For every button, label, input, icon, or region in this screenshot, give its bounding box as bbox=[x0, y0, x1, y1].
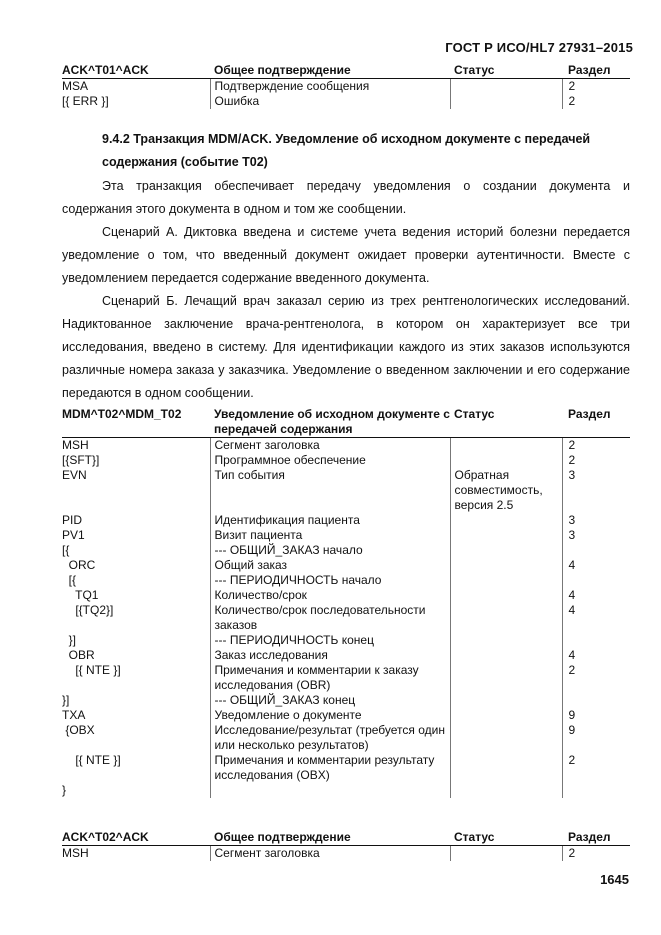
status-cell bbox=[450, 603, 562, 633]
cell-text: [{ ERR }] bbox=[62, 94, 109, 108]
section-cell bbox=[562, 558, 630, 573]
section-cell bbox=[562, 573, 630, 588]
table-row bbox=[62, 453, 630, 468]
table-row bbox=[62, 723, 630, 753]
cell-text: 3 bbox=[568, 468, 576, 482]
segment-cell bbox=[62, 558, 210, 573]
segment-cell bbox=[62, 708, 210, 723]
section-cell bbox=[562, 708, 630, 723]
cell-text: PID bbox=[62, 513, 83, 527]
segment-cell bbox=[62, 783, 210, 798]
cell-text: Количество/срок bbox=[214, 588, 307, 602]
ack-t01-table bbox=[62, 63, 630, 109]
section-cell bbox=[562, 528, 630, 543]
section-cell bbox=[562, 648, 630, 663]
description-cell bbox=[210, 438, 450, 454]
cell-text: MSH bbox=[62, 846, 89, 860]
description-cell bbox=[210, 633, 450, 648]
cell-text: --- ПЕРИОДИЧНОСТЬ начало bbox=[214, 573, 382, 587]
section-heading: 9.4.2 Транзакция MDM/ACK. Уведомление об исходном документе с передачей содержания (событие Т02) bbox=[102, 132, 591, 169]
description-cell bbox=[210, 663, 450, 693]
description-cell bbox=[210, 573, 450, 588]
cell-text: Подтверждение сообщения bbox=[214, 79, 370, 93]
segment-cell bbox=[62, 94, 210, 109]
status-cell bbox=[450, 79, 562, 95]
status-cell bbox=[450, 663, 562, 693]
table-row bbox=[62, 79, 630, 95]
cell-text: 3 bbox=[568, 528, 576, 542]
section-cell bbox=[562, 846, 630, 862]
segment-cell bbox=[62, 846, 210, 862]
cell-text: } bbox=[62, 783, 67, 797]
cell-text: 9 bbox=[568, 708, 576, 722]
table-row bbox=[62, 513, 630, 528]
status-cell bbox=[450, 753, 562, 783]
table-row bbox=[62, 468, 630, 513]
table-header-row bbox=[62, 830, 630, 846]
description-cell bbox=[210, 846, 450, 862]
segment-cell bbox=[62, 79, 210, 95]
column-header: Раздел bbox=[562, 63, 630, 79]
segment-cell bbox=[62, 753, 210, 783]
cell-text: Сегмент заголовка bbox=[214, 438, 320, 452]
cell-text: PV1 bbox=[62, 528, 85, 542]
segment-cell bbox=[62, 543, 210, 558]
cell-text: 9 bbox=[568, 723, 576, 737]
table-row bbox=[62, 588, 630, 603]
section-cell bbox=[562, 633, 630, 648]
table-row bbox=[62, 558, 630, 573]
paragraph: Сценарий А. Диктовка введена и системе учета ведения историй болезни передается уведомление о том, что введенный документ ожидает проверки аутентичности. Вместе с уведомлением передается содержание введенного документа. bbox=[62, 225, 630, 285]
cell-text: MSH bbox=[62, 438, 89, 452]
cell-text: Ошибка bbox=[214, 94, 260, 108]
table-header-row bbox=[62, 407, 630, 438]
segment-cell bbox=[62, 723, 210, 753]
table-row bbox=[62, 603, 630, 633]
column-header: Статус bbox=[450, 407, 562, 438]
cell-text: Примечания и комментарии к заказу исследования (OBR) bbox=[214, 663, 419, 692]
description-cell bbox=[210, 648, 450, 663]
cell-text: Обратная совместимость, версия 2.5 bbox=[454, 468, 543, 512]
cell-text: EVN bbox=[62, 468, 87, 482]
table-row bbox=[62, 663, 630, 693]
section-cell bbox=[562, 543, 630, 558]
status-cell bbox=[450, 528, 562, 543]
status-cell bbox=[450, 588, 562, 603]
cell-text: --- ОБЩИЙ_ЗАКАЗ начало bbox=[214, 543, 363, 557]
table-row bbox=[62, 708, 630, 723]
paragraph: Сценарий Б. Лечащий врач заказал серию из трех рентгенологических исследований. Надиктованное заключение врача-рентгенолога, в котором он характеризует все три исследования, введено в систему. Для идентификации каждого из этих заказов используются различные номера заказа у заказчика. Уведомление о введенном заключении и его содержание передаются в одном сообщении. bbox=[62, 294, 630, 400]
table-row bbox=[62, 573, 630, 588]
cell-text: Сегмент заголовка bbox=[214, 846, 320, 860]
status-cell bbox=[450, 438, 562, 454]
cell-text: [{ NTE }] bbox=[62, 753, 121, 767]
cell-text: 2 bbox=[568, 79, 576, 93]
cell-text: 4 bbox=[568, 558, 576, 572]
status-cell bbox=[450, 723, 562, 753]
table-row bbox=[62, 94, 630, 109]
section-cell bbox=[562, 588, 630, 603]
cell-text: --- ОБЩИЙ_ЗАКАЗ конец bbox=[214, 693, 356, 707]
table-row bbox=[62, 633, 630, 648]
section-cell bbox=[562, 603, 630, 633]
segment-cell bbox=[62, 693, 210, 708]
section-cell bbox=[562, 783, 630, 798]
cell-text: 2 bbox=[568, 753, 576, 767]
cell-text: Примечания и комментарии результату исследования (OBX) bbox=[214, 753, 435, 782]
cell-text: Тип события bbox=[214, 468, 285, 482]
cell-text: {OBX bbox=[62, 723, 95, 737]
section-cell bbox=[562, 513, 630, 528]
cell-text: Программное обеспечение bbox=[214, 453, 366, 467]
description-cell bbox=[210, 783, 450, 798]
column-header: Раздел bbox=[562, 407, 630, 438]
column-header: MDM^T02^MDM_T02 bbox=[62, 407, 210, 438]
cell-text: ORC bbox=[62, 558, 96, 572]
description-cell bbox=[210, 588, 450, 603]
cell-text: }] bbox=[62, 693, 70, 707]
cell-text: 2 bbox=[568, 453, 576, 467]
status-cell bbox=[450, 543, 562, 558]
cell-text: Заказ исследования bbox=[214, 648, 328, 662]
description-cell bbox=[210, 453, 450, 468]
description-cell bbox=[210, 723, 450, 753]
table-row bbox=[62, 753, 630, 783]
column-header: ACK^T01^ACK bbox=[62, 63, 210, 79]
cell-text: Исследование/результат (требуется один или несколько результатов) bbox=[214, 723, 445, 752]
section-cell bbox=[562, 723, 630, 753]
table-row bbox=[62, 438, 630, 454]
segment-cell bbox=[62, 633, 210, 648]
cell-text: [{SFT}] bbox=[62, 453, 100, 467]
column-header: ACK^T02^ACK bbox=[62, 830, 210, 846]
status-cell bbox=[450, 558, 562, 573]
status-cell bbox=[450, 783, 562, 798]
column-header: Статус bbox=[450, 63, 562, 79]
cell-text: 4 bbox=[568, 603, 576, 617]
column-header: Статус bbox=[450, 830, 562, 846]
table-row bbox=[62, 543, 630, 558]
segment-cell bbox=[62, 468, 210, 513]
column-header: Уведомление об исходном документе с передачей содержания bbox=[210, 407, 450, 438]
section-cell bbox=[562, 94, 630, 109]
status-cell bbox=[450, 648, 562, 663]
section-cell bbox=[562, 438, 630, 454]
segment-cell bbox=[62, 573, 210, 588]
cell-text: [{ bbox=[62, 573, 77, 587]
segment-cell bbox=[62, 438, 210, 454]
cell-text: TXA bbox=[62, 708, 86, 722]
description-cell bbox=[210, 94, 450, 109]
status-cell bbox=[450, 453, 562, 468]
cell-text: 2 bbox=[568, 846, 576, 860]
cell-text: MSA bbox=[62, 79, 89, 93]
table-row bbox=[62, 783, 630, 798]
cell-text: Количество/срок последовательности заказов bbox=[214, 603, 426, 632]
status-cell bbox=[450, 693, 562, 708]
cell-text: [{ NTE }] bbox=[62, 663, 121, 677]
description-cell bbox=[210, 528, 450, 543]
section-cell bbox=[562, 453, 630, 468]
section-cell bbox=[562, 693, 630, 708]
description-cell bbox=[210, 603, 450, 633]
table-row bbox=[62, 528, 630, 543]
status-cell bbox=[450, 633, 562, 648]
paragraph: Эта транзакция обеспечивает передачу уведомления о создании документа и содержания этого документа в одном и том же сообщении. bbox=[62, 179, 630, 216]
section-cell bbox=[562, 663, 630, 693]
segment-cell bbox=[62, 453, 210, 468]
table-row bbox=[62, 846, 630, 862]
cell-text: 2 bbox=[568, 94, 576, 108]
cell-text: Идентификация пациента bbox=[214, 513, 360, 527]
status-cell bbox=[450, 513, 562, 528]
cell-text: 3 bbox=[568, 513, 576, 527]
column-header: Общее подтверждение bbox=[210, 63, 450, 79]
status-cell bbox=[450, 708, 562, 723]
section-body bbox=[62, 175, 630, 405]
standard-header: ГОСТ Р ИСО/HL7 27931–2015 bbox=[445, 40, 633, 55]
status-cell bbox=[450, 468, 562, 513]
status-cell bbox=[450, 573, 562, 588]
description-cell bbox=[210, 513, 450, 528]
segment-cell bbox=[62, 663, 210, 693]
cell-text: 4 bbox=[568, 588, 576, 602]
section-cell bbox=[562, 468, 630, 513]
section-cell bbox=[562, 79, 630, 95]
table-row bbox=[62, 648, 630, 663]
cell-text: 4 bbox=[568, 648, 576, 662]
cell-text: 2 bbox=[568, 663, 576, 677]
cell-text: --- ПЕРИОДИЧНОСТЬ конец bbox=[214, 633, 374, 647]
table-header-row bbox=[62, 63, 630, 79]
description-cell bbox=[210, 708, 450, 723]
cell-text: Визит пациента bbox=[214, 528, 303, 542]
description-cell bbox=[210, 79, 450, 95]
page-number: 1645 bbox=[600, 872, 629, 887]
status-cell bbox=[450, 846, 562, 862]
column-header: Общее подтверждение bbox=[210, 830, 450, 846]
segment-cell bbox=[62, 588, 210, 603]
cell-text: Общий заказ bbox=[214, 558, 288, 572]
ack-t02-table bbox=[62, 830, 630, 861]
cell-text: [{ bbox=[62, 543, 70, 557]
section-cell bbox=[562, 753, 630, 783]
status-cell bbox=[450, 94, 562, 109]
cell-text: 2 bbox=[568, 438, 576, 452]
segment-cell bbox=[62, 513, 210, 528]
segment-cell bbox=[62, 648, 210, 663]
segment-cell bbox=[62, 603, 210, 633]
description-cell bbox=[210, 753, 450, 783]
cell-text: }] bbox=[62, 633, 77, 647]
cell-text: TQ1 bbox=[62, 588, 99, 602]
table-row bbox=[62, 693, 630, 708]
mdm-t02-table bbox=[62, 407, 630, 798]
description-cell bbox=[210, 693, 450, 708]
column-header: Раздел bbox=[562, 830, 630, 846]
description-cell bbox=[210, 543, 450, 558]
cell-text: Уведомление о документе bbox=[214, 708, 362, 722]
cell-text: [{TQ2}] bbox=[62, 603, 114, 617]
description-cell bbox=[210, 468, 450, 513]
cell-text: OBR bbox=[62, 648, 95, 662]
description-cell bbox=[210, 558, 450, 573]
segment-cell bbox=[62, 528, 210, 543]
